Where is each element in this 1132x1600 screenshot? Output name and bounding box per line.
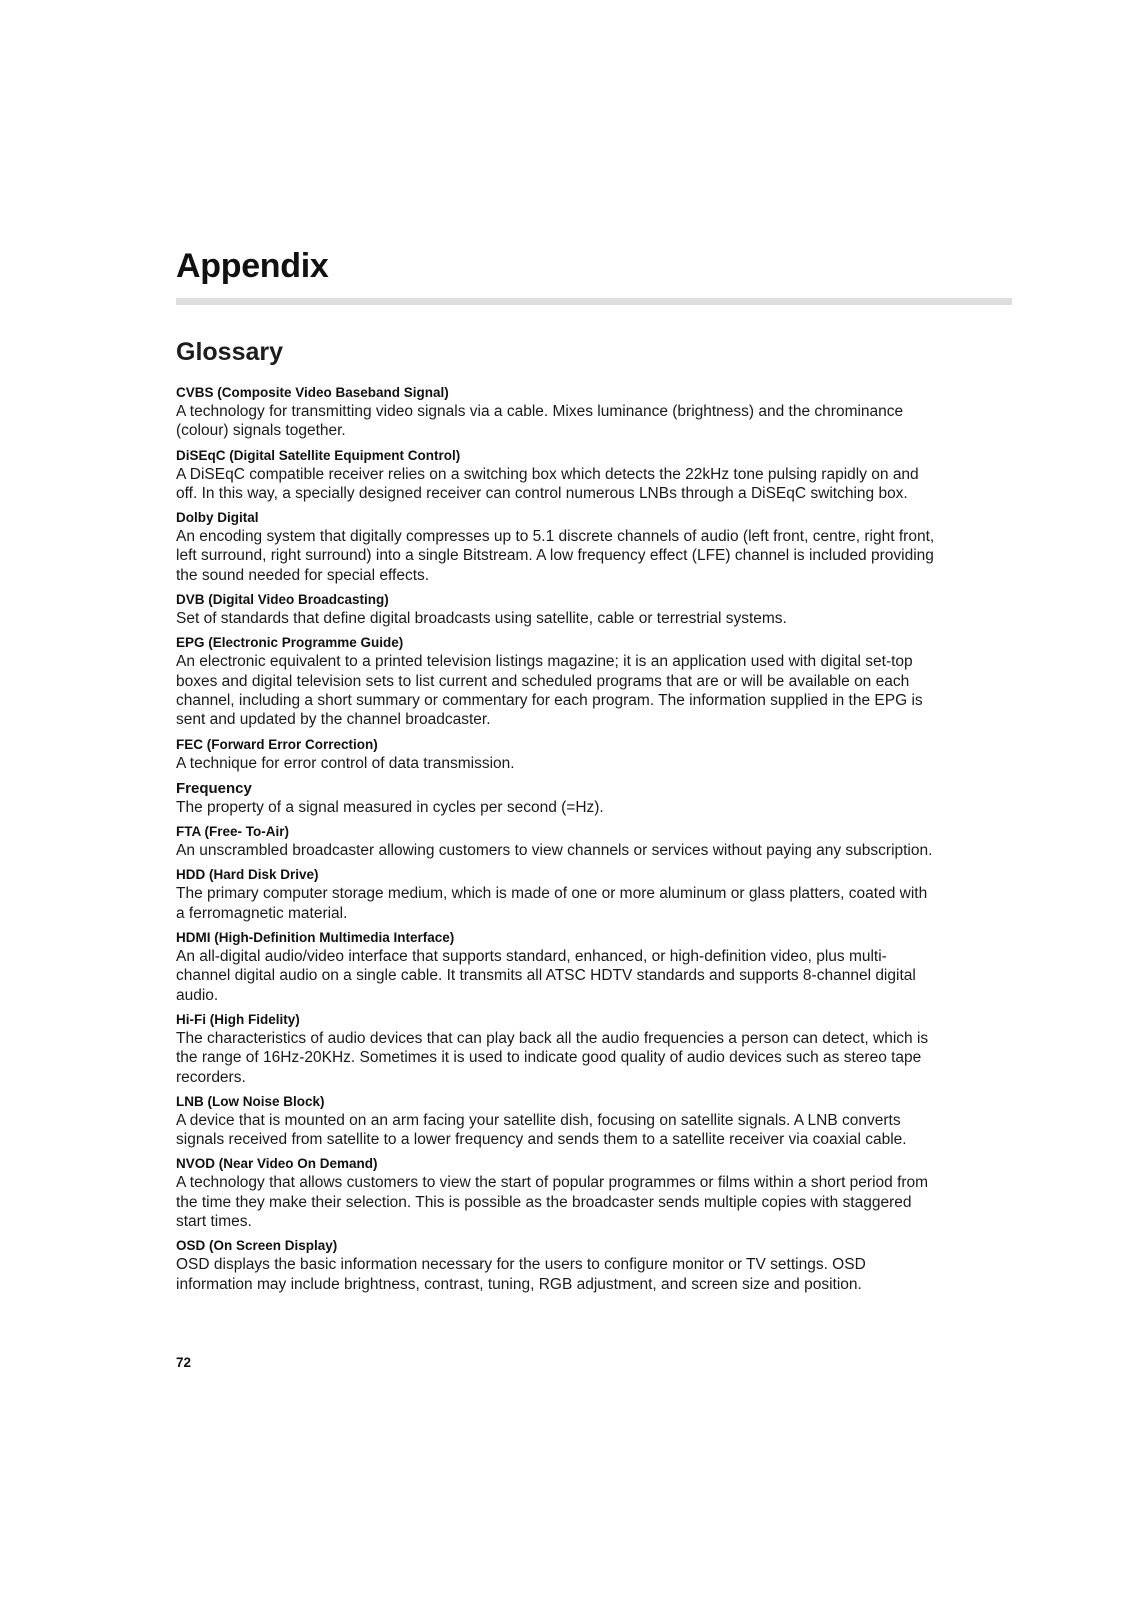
glossary-entry [176, 736, 936, 773]
glossary-term: FEC (Forward Error Correction) [176, 736, 378, 752]
glossary-term: Frequency [176, 779, 252, 797]
chapter-title: Appendix [176, 247, 329, 285]
glossary-definition: A technology for transmitting video signals via a cable. Mixes luminance (brightness) and the chrominance (colour) signals together. [176, 403, 904, 440]
glossary-definition: An unscrambled broadcaster allowing customers to view channels or services without paying any subscription. [176, 842, 933, 860]
glossary-definition: The characteristics of audio devices that can play back all the audio frequencies a person can detect, which is the range of 16Hz-20KHz. Sometimes it is used to indicate good quality of audio devices such as stereo tape recorders. [176, 1029, 929, 1086]
glossary-entry [176, 1237, 936, 1294]
glossary-entry [176, 634, 936, 729]
glossary-list [176, 384, 936, 1300]
glossary-term: DiSEqC (Digital Satellite Equipment Control) [176, 447, 461, 463]
glossary-entry [176, 779, 936, 817]
glossary-entry [176, 929, 936, 1005]
glossary-entry [176, 509, 936, 585]
glossary-term: LNB (Low Noise Block) [176, 1093, 325, 1109]
glossary-definition: OSD displays the basic information necessary for the users to configure monitor or TV settings. OSD information may include brightness, contrast, tuning, RGB adjustment, and screen size and position. [176, 1256, 866, 1293]
glossary-definition: A DiSEqC compatible receiver relies on a switching box which detects the 22kHz tone pulsing rapidly on and off. In this way, a specially designed receiver can control numerous LNBs through a DiSEqC switching box. [176, 465, 919, 502]
glossary-term: OSD (On Screen Display) [176, 1238, 338, 1254]
glossary-term: Hi-Fi (High Fidelity) [176, 1011, 300, 1027]
glossary-entry [176, 591, 936, 628]
glossary-entry [176, 1011, 936, 1087]
glossary-definition: A technology that allows customers to view the start of popular programmes or films within a short period from the time they make their selection. This is possible as the broadcaster sends multiple copies with staggered start times. [176, 1174, 929, 1231]
glossary-term: HDD (Hard Disk Drive) [176, 867, 319, 883]
glossary-entry [176, 823, 936, 860]
glossary-definition: The primary computer storage medium, which is made of one or more aluminum or glass platters, coated with a ferromagnetic material. [176, 885, 928, 922]
glossary-entry [176, 1093, 936, 1150]
glossary-definition: A technique for error control of data transmission. [176, 754, 515, 772]
glossary-definition: An electronic equivalent to a printed television listings magazine; it is an application used with digital set-top boxes and digital television sets to list current and scheduled programs that are or will be available on each channel, including a short summary or commentary for each program. The information supplied in the EPG is sent and updated by the channel broadcaster. [176, 653, 923, 729]
glossary-definition: The property of a signal measured in cycles per second (=Hz). [176, 798, 604, 816]
glossary-entry [176, 384, 936, 441]
glossary-entry [176, 447, 936, 504]
glossary-entry [176, 866, 936, 923]
glossary-term: NVOD (Near Video On Demand) [176, 1156, 378, 1172]
glossary-definition: A device that is mounted on an arm facing your satellite dish, focusing on satellite signals. A LNB converts signals received from satellite to a lower frequency and sends them to a satellite receiver via coaxial cable. [176, 1111, 907, 1149]
glossary-term: FTA (Free- To-Air) [176, 824, 289, 840]
glossary-definition: Set of standards that define digital broadcasts using satellite, cable or terrestrial systems. [176, 610, 787, 628]
glossary-term: CVBS (Composite Video Baseband Signal) [176, 385, 449, 400]
glossary-definition: An all-digital audio/video interface that supports standard, enhanced, or high-definition video, plus multi-channel digital audio on a single cable. It transmits all ATSC HDTV standards and supports 8-channel digital audio. [176, 948, 916, 1004]
glossary-term: Dolby Digital [176, 510, 259, 526]
glossary-term: DVB (Digital Video Broadcasting) [176, 592, 389, 608]
glossary-entry [176, 1155, 936, 1231]
glossary-term: EPG (Electronic Programme Guide) [176, 635, 404, 651]
section-title: Glossary [176, 338, 284, 366]
glossary-definition: An encoding system that digitally compresses up to 5.1 discrete channels of audio (left front, centre, right front, left surround, right surround) into a single Bitstream. A low frequency effect (LFE) channel is included providing the sound needed for special effects. [176, 528, 935, 584]
page-number: 72 [176, 1355, 192, 1370]
chapter-divider [176, 298, 1012, 305]
glossary-term: HDMI (High-Definition Multimedia Interface) [176, 930, 455, 946]
document-page [176, 0, 1016, 1600]
